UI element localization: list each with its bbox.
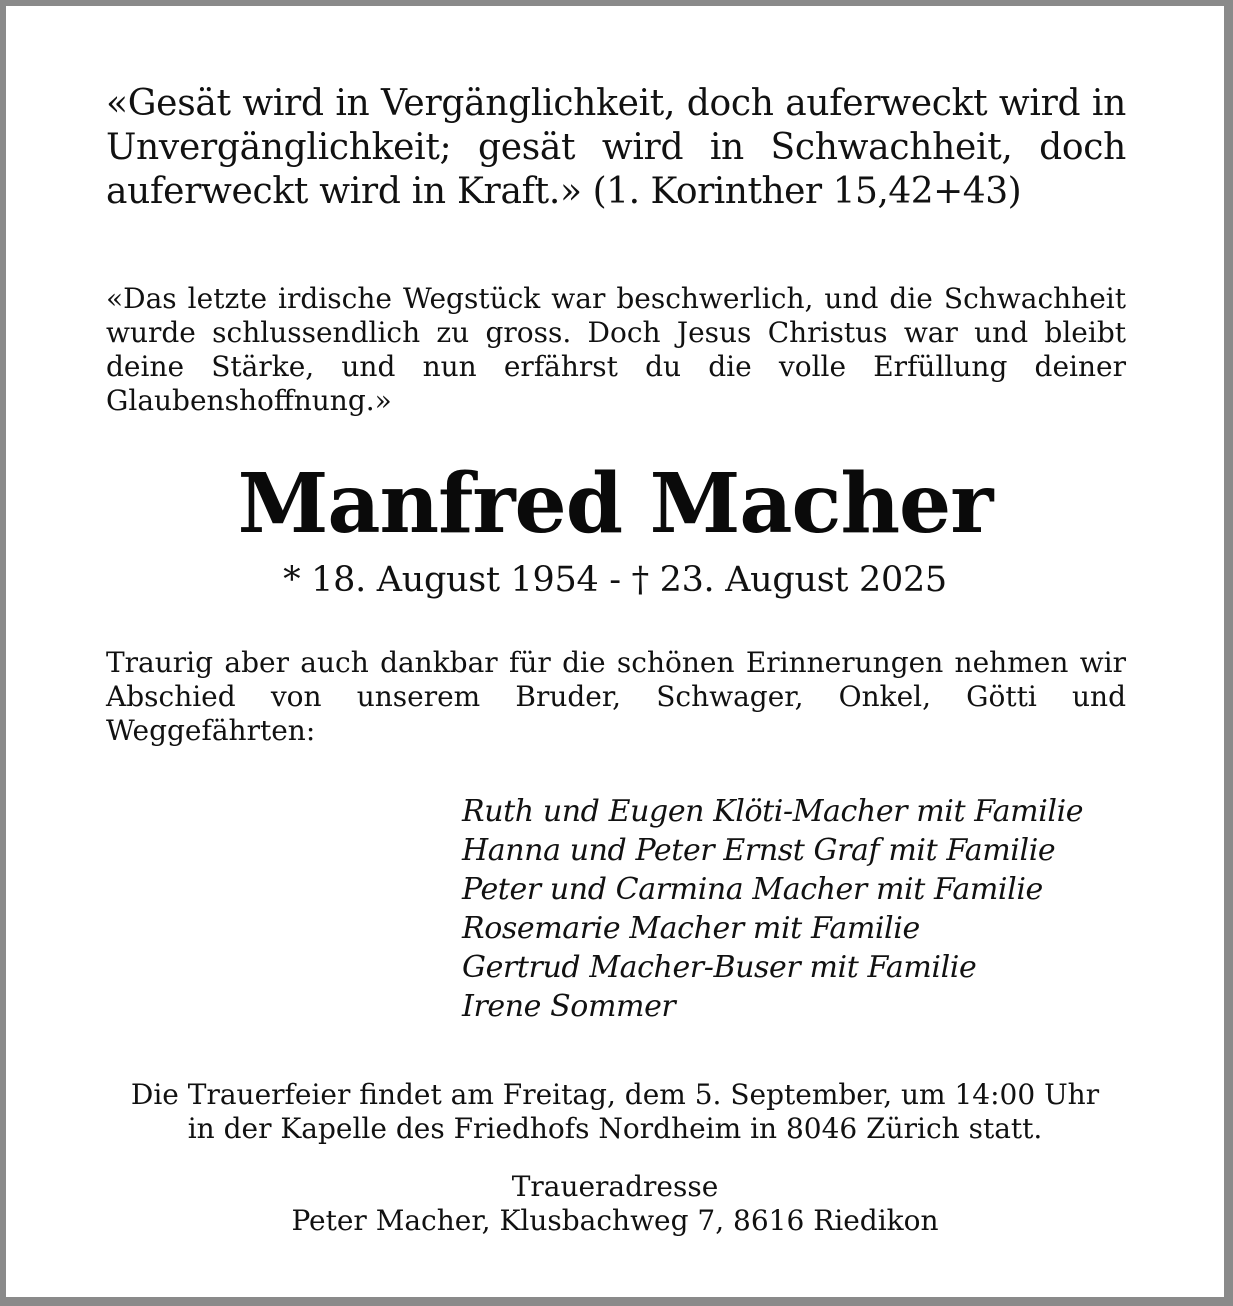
mourners-list <box>462 792 1083 1026</box>
address-label: Traueradresse <box>511 1170 719 1203</box>
mourner-item: Hanna und Peter Ernst Graf mit Familie <box>462 833 1056 868</box>
address-value: Peter Macher, Klusbachweg 7, 8616 Riedikon <box>291 1204 939 1237</box>
bible-verse <box>106 82 1126 214</box>
life-dates: * 18. August 1954 - † 23. August 2025 <box>283 560 947 600</box>
bible-verse-reference: (1. Korinther 15,42+43) <box>581 171 1022 212</box>
bible-verse-text: «Gesät wird in Vergänglichkeit, doch auferweckt wird in Unvergänglichkeit; gesät wird in Schwachheit, doch auferweckt wird in Kraft.» <box>106 83 1126 212</box>
mourner-item: Rosemarie Macher mit Familie <box>462 911 920 946</box>
memorial-quote: «Das letzte irdische Wegstück war beschwerlich, und die Schwachheit wurde schlussendlich zu gross. Doch Jesus Christus war und bleibt deine Stärke, und nun erfährst du die volle Erfüllung deiner Glaubenshoffnung.» <box>106 282 1126 417</box>
mourner-item: Ruth und Eugen Klöti-Macher mit Familie <box>462 794 1084 829</box>
farewell-text: Traurig aber auch dankbar für die schönen Erinnerungen nehmen wir Abschied von unserem Bruder, Schwager, Onkel, Götti und Weggefährten: <box>106 646 1126 747</box>
mourner-item: Gertrud Macher-Buser mit Familie <box>462 950 977 985</box>
deceased-name: Manfred Macher <box>237 456 993 552</box>
ceremony-line-1: Die Trauerfeier findet am Freitag, dem 5. September, um 14:00 Uhr <box>130 1078 1100 1111</box>
mourning-address <box>6 1170 1224 1238</box>
ceremony-info <box>6 1078 1224 1146</box>
mourner-item: Irene Sommer <box>462 989 676 1024</box>
mourner-item: Peter und Carmina Macher mit Familie <box>462 872 1043 907</box>
ceremony-line-2: in der Kapelle des Friedhofs Nordheim in 8046 Zürich statt. <box>187 1112 1043 1145</box>
obituary-card <box>6 6 1224 1297</box>
